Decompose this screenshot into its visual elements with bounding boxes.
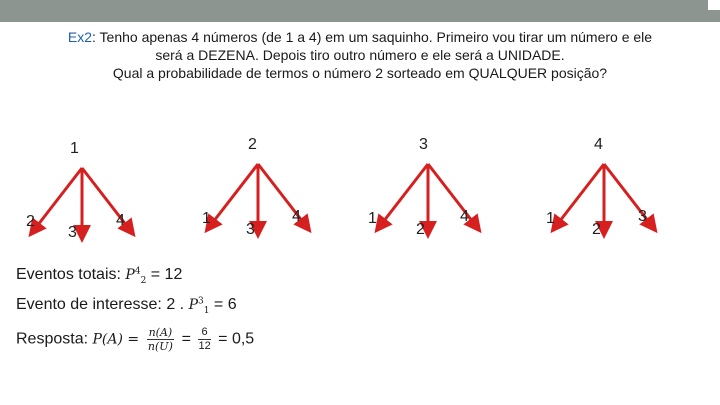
tree-1-child-3: 4 <box>116 212 125 229</box>
tree-diagrams <box>0 120 720 260</box>
arrows-svg <box>0 120 720 260</box>
tree-2-child-2: 3 <box>246 221 255 238</box>
exercise-label: Ex2 <box>67 29 93 45</box>
tree-4-root: 4 <box>594 136 603 153</box>
intro-line-2: será a DEZENA. Depois tiro outro número e ele será a UNIDADE. <box>155 47 565 63</box>
tree-2-child-1: 1 <box>202 210 211 227</box>
tree-4-child-3: 3 <box>638 208 647 225</box>
tree-1-child-2: 3 <box>68 224 77 241</box>
fraction-n: $\frac{n(A)}{n(U)}$ <box>147 326 173 353</box>
arrow-tree-1-1 <box>34 168 82 230</box>
arrow-tree-4-1 <box>556 164 604 226</box>
intro-line-3: Qual a probabilidade de termos o número 2 sorteado em QUALQUER posição? <box>112 65 608 81</box>
problem-statement <box>20 28 700 82</box>
tree-4-child-2: 2 <box>592 221 601 238</box>
tree-2-root: 2 <box>248 136 257 153</box>
arrow-tree-3-1 <box>380 164 428 226</box>
formula-resposta-lhs: P(A) = <box>92 331 140 348</box>
arrow-tree-2-1 <box>210 164 258 226</box>
top-bar-corner <box>708 0 720 10</box>
fraction-values: $\frac{6}{12}$ <box>198 326 211 352</box>
formula-totais: $P^4_2$ <box>125 266 147 286</box>
tree-4-child-1: 1 <box>546 210 555 227</box>
formula-interesse: $P^3_1$ <box>188 296 210 316</box>
tree-1-root: 1 <box>70 140 79 157</box>
tree-2-child-3: 4 <box>292 208 301 225</box>
top-bar <box>0 0 720 22</box>
tree-3-child-2: 2 <box>416 221 425 238</box>
intro-line-1: Ex2: Tenho apenas 4 números (de 1 a 4) em um saquinho. Primeiro vou tirar um número e ele <box>67 29 653 45</box>
eventos-totais: Eventos totais: $P^4_2 = 12$ <box>16 266 183 286</box>
tree-3-child-1: 1 <box>368 210 377 227</box>
tree-3-root: 3 <box>419 136 428 153</box>
tree-3-child-3: 4 <box>460 208 469 225</box>
resposta: Resposta: P(A) = $\frac{n(A)}{n(U)}$ = $\frac{6}{12}$ = 0,5 <box>16 326 255 353</box>
tree-1-child-1: 2 <box>26 213 35 230</box>
evento-de-interesse: Evento de interesse: 2 . $P^3_1 = 6$ <box>16 296 237 316</box>
